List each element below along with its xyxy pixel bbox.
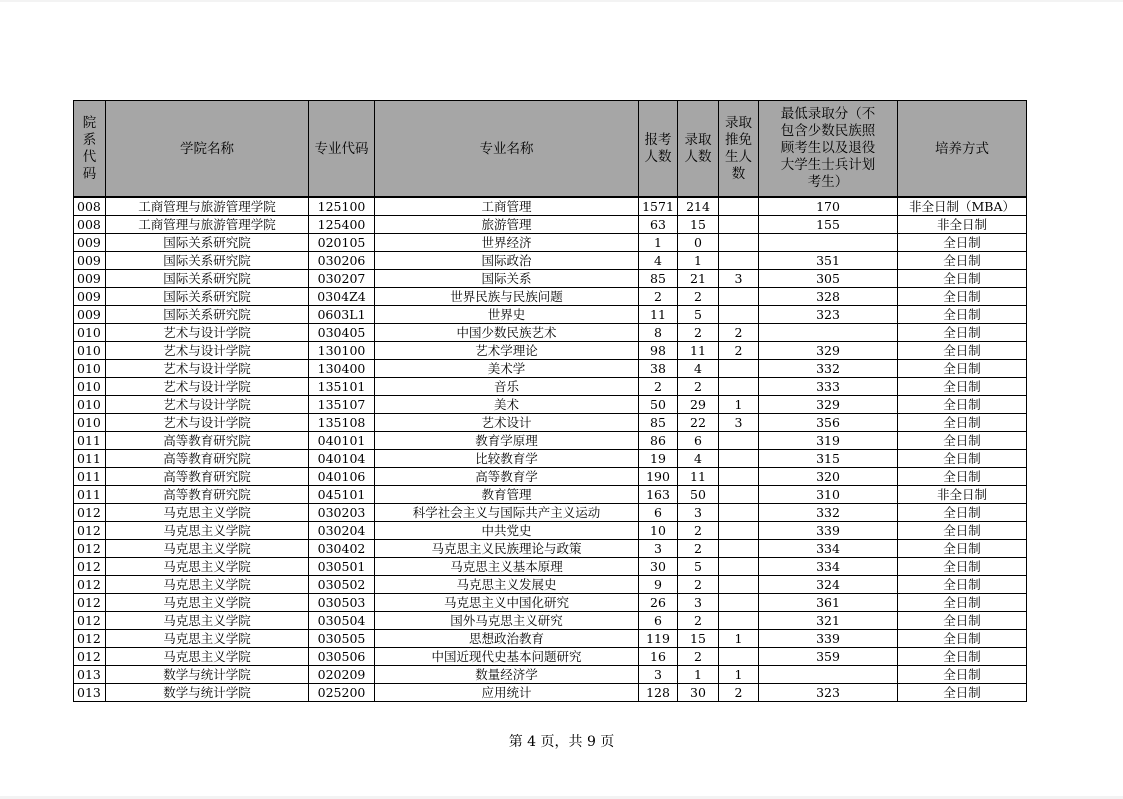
cell-major: 中共党史 — [375, 522, 639, 540]
cell-exempt — [719, 558, 759, 576]
cell-applicants: 63 — [639, 216, 678, 234]
cell-min-score: 329 — [759, 342, 898, 360]
cell-mode: 全日制 — [898, 378, 1027, 396]
header-college: 学院名称 — [106, 101, 309, 198]
cell-admitted: 2 — [678, 648, 719, 666]
cell-admitted: 5 — [678, 558, 719, 576]
cell-major: 教育管理 — [375, 486, 639, 504]
cell-major-code: 030506 — [309, 648, 375, 666]
table-row — [74, 468, 1027, 486]
cell-applicants: 38 — [639, 360, 678, 378]
cell-college: 数学与统计学院 — [106, 684, 309, 702]
cell-admitted: 30 — [678, 684, 719, 702]
table-row — [74, 594, 1027, 612]
cell-applicants: 16 — [639, 648, 678, 666]
cell-exempt: 3 — [719, 270, 759, 288]
cell-major-code: 025200 — [309, 684, 375, 702]
cell-major: 马克思主义发展史 — [375, 576, 639, 594]
cell-admitted: 2 — [678, 540, 719, 558]
cell-major: 国际政治 — [375, 252, 639, 270]
cell-major-code: 030203 — [309, 504, 375, 522]
cell-dept-code: 010 — [74, 360, 106, 378]
cell-applicants: 2 — [639, 378, 678, 396]
cell-major-code: 030405 — [309, 324, 375, 342]
cell-applicants: 163 — [639, 486, 678, 504]
cell-dept-code: 010 — [74, 396, 106, 414]
cell-dept-code: 013 — [74, 684, 106, 702]
cell-exempt — [719, 522, 759, 540]
cell-exempt: 1 — [719, 396, 759, 414]
cell-admitted: 2 — [678, 522, 719, 540]
table-row — [74, 432, 1027, 450]
cell-applicants: 2 — [639, 288, 678, 306]
cell-dept-code: 012 — [74, 540, 106, 558]
cell-exempt — [719, 486, 759, 504]
cell-major-code: 125100 — [309, 197, 375, 216]
cell-mode: 非全日制 — [898, 216, 1027, 234]
cell-college: 工商管理与旅游管理学院 — [106, 197, 309, 216]
cell-major: 世界经济 — [375, 234, 639, 252]
cell-dept-code: 012 — [74, 612, 106, 630]
table-row — [74, 252, 1027, 270]
cell-major-code: 130400 — [309, 360, 375, 378]
cell-college: 艺术与设计学院 — [106, 342, 309, 360]
cell-dept-code: 013 — [74, 666, 106, 684]
cell-applicants: 128 — [639, 684, 678, 702]
cell-exempt — [719, 197, 759, 216]
cell-exempt — [719, 432, 759, 450]
cell-mode: 全日制 — [898, 324, 1027, 342]
cell-admitted: 2 — [678, 612, 719, 630]
cell-major-code: 045101 — [309, 486, 375, 504]
cell-college: 国际关系研究院 — [106, 288, 309, 306]
cell-major: 应用统计 — [375, 684, 639, 702]
cell-applicants: 9 — [639, 576, 678, 594]
cell-admitted: 21 — [678, 270, 719, 288]
cell-college: 马克思主义学院 — [106, 540, 309, 558]
cell-exempt — [719, 594, 759, 612]
table-row — [74, 486, 1027, 504]
table-row — [74, 576, 1027, 594]
table-row — [74, 270, 1027, 288]
cell-exempt — [719, 378, 759, 396]
cell-admitted: 11 — [678, 342, 719, 360]
cell-major: 艺术设计 — [375, 414, 639, 432]
cell-applicants: 6 — [639, 612, 678, 630]
cell-college: 国际关系研究院 — [106, 306, 309, 324]
cell-min-score: 333 — [759, 378, 898, 396]
cell-dept-code: 012 — [74, 522, 106, 540]
cell-mode: 全日制 — [898, 558, 1027, 576]
table-row — [74, 612, 1027, 630]
cell-major: 世界民族与民族问题 — [375, 288, 639, 306]
cell-dept-code: 009 — [74, 252, 106, 270]
cell-college: 马克思主义学院 — [106, 594, 309, 612]
cell-major-code: 125400 — [309, 216, 375, 234]
table-row — [74, 288, 1027, 306]
cell-major-code: 020209 — [309, 666, 375, 684]
cell-college: 马克思主义学院 — [106, 558, 309, 576]
cell-college: 艺术与设计学院 — [106, 360, 309, 378]
cell-dept-code: 010 — [74, 378, 106, 396]
cell-admitted: 3 — [678, 504, 719, 522]
cell-mode: 全日制 — [898, 630, 1027, 648]
cell-major-code: 030402 — [309, 540, 375, 558]
cell-college: 工商管理与旅游管理学院 — [106, 216, 309, 234]
cell-min-score: 356 — [759, 414, 898, 432]
cell-admitted: 15 — [678, 630, 719, 648]
cell-major: 美术学 — [375, 360, 639, 378]
cell-major-code: 0304Z4 — [309, 288, 375, 306]
cell-admitted: 3 — [678, 594, 719, 612]
cell-major: 音乐 — [375, 378, 639, 396]
header-admitted: 录取 人数 — [678, 101, 719, 198]
cell-mode: 全日制 — [898, 306, 1027, 324]
cell-major-code: 030501 — [309, 558, 375, 576]
cell-min-score: 351 — [759, 252, 898, 270]
cell-mode: 全日制 — [898, 414, 1027, 432]
cell-exempt — [719, 216, 759, 234]
cell-dept-code: 012 — [74, 630, 106, 648]
table-row — [74, 648, 1027, 666]
cell-major-code: 020105 — [309, 234, 375, 252]
cell-min-score: 329 — [759, 396, 898, 414]
cell-exempt — [719, 648, 759, 666]
cell-dept-code: 009 — [74, 234, 106, 252]
cell-major: 艺术学理论 — [375, 342, 639, 360]
cell-major-code: 0603L1 — [309, 306, 375, 324]
table-row — [74, 197, 1027, 216]
cell-exempt — [719, 306, 759, 324]
cell-applicants: 190 — [639, 468, 678, 486]
cell-min-score: 359 — [759, 648, 898, 666]
cell-major: 思想政治教育 — [375, 630, 639, 648]
cell-major: 马克思主义民族理论与政策 — [375, 540, 639, 558]
cell-admitted: 0 — [678, 234, 719, 252]
cell-min-score: 323 — [759, 306, 898, 324]
cell-dept-code: 012 — [74, 504, 106, 522]
cell-exempt: 1 — [719, 630, 759, 648]
header-major: 专业名称 — [375, 101, 639, 198]
cell-min-score: 328 — [759, 288, 898, 306]
cell-college: 艺术与设计学院 — [106, 396, 309, 414]
cell-dept-code: 012 — [74, 558, 106, 576]
cell-applicants: 1571 — [639, 197, 678, 216]
cell-applicants: 4 — [639, 252, 678, 270]
cell-exempt: 2 — [719, 324, 759, 342]
table-row — [74, 378, 1027, 396]
cell-major-code: 030505 — [309, 630, 375, 648]
table-row — [74, 414, 1027, 432]
cell-min-score: 170 — [759, 197, 898, 216]
cell-min-score: 361 — [759, 594, 898, 612]
cell-major-code: 030206 — [309, 252, 375, 270]
cell-applicants: 3 — [639, 540, 678, 558]
cell-applicants: 119 — [639, 630, 678, 648]
table-row — [74, 234, 1027, 252]
cell-admitted: 6 — [678, 432, 719, 450]
cell-mode: 全日制 — [898, 612, 1027, 630]
cell-admitted: 22 — [678, 414, 719, 432]
cell-mode: 全日制 — [898, 684, 1027, 702]
cell-min-score: 323 — [759, 684, 898, 702]
cell-dept-code: 008 — [74, 197, 106, 216]
cell-mode: 全日制 — [898, 576, 1027, 594]
cell-exempt: 1 — [719, 666, 759, 684]
cell-mode: 全日制 — [898, 468, 1027, 486]
cell-applicants: 19 — [639, 450, 678, 468]
cell-dept-code: 012 — [74, 576, 106, 594]
admission-table — [73, 100, 1027, 702]
cell-major: 高等教育学 — [375, 468, 639, 486]
cell-min-score: 332 — [759, 504, 898, 522]
cell-dept-code: 010 — [74, 414, 106, 432]
cell-college: 国际关系研究院 — [106, 234, 309, 252]
document-page — [0, 2, 1123, 796]
cell-major: 数量经济学 — [375, 666, 639, 684]
cell-major-code: 135107 — [309, 396, 375, 414]
cell-min-score: 324 — [759, 576, 898, 594]
cell-college: 艺术与设计学院 — [106, 324, 309, 342]
cell-admitted: 2 — [678, 288, 719, 306]
cell-admitted: 1 — [678, 252, 719, 270]
cell-min-score: 321 — [759, 612, 898, 630]
header-min-score: 最低录取分（不 包含少数民族照 顾考生以及退役 大学生士兵计划 考生） — [759, 101, 898, 198]
cell-major: 中国少数民族艺术 — [375, 324, 639, 342]
cell-major-code: 040104 — [309, 450, 375, 468]
cell-major: 科学社会主义与国际共产主义运动 — [375, 504, 639, 522]
cell-dept-code: 010 — [74, 342, 106, 360]
cell-min-score: 334 — [759, 540, 898, 558]
cell-major: 旅游管理 — [375, 216, 639, 234]
cell-mode: 非全日制 — [898, 486, 1027, 504]
cell-applicants: 86 — [639, 432, 678, 450]
cell-dept-code: 008 — [74, 216, 106, 234]
cell-major: 马克思主义中国化研究 — [375, 594, 639, 612]
cell-major-code: 030502 — [309, 576, 375, 594]
cell-exempt — [719, 360, 759, 378]
cell-major-code: 030504 — [309, 612, 375, 630]
cell-major: 教育学原理 — [375, 432, 639, 450]
cell-major-code: 030207 — [309, 270, 375, 288]
cell-applicants: 11 — [639, 306, 678, 324]
cell-applicants: 26 — [639, 594, 678, 612]
cell-major: 马克思主义基本原理 — [375, 558, 639, 576]
cell-dept-code: 012 — [74, 594, 106, 612]
cell-major: 国外马克思主义研究 — [375, 612, 639, 630]
cell-admitted: 2 — [678, 378, 719, 396]
cell-min-score: 320 — [759, 468, 898, 486]
cell-college: 国际关系研究院 — [106, 270, 309, 288]
cell-major-code: 130100 — [309, 342, 375, 360]
cell-mode: 全日制 — [898, 396, 1027, 414]
cell-applicants: 8 — [639, 324, 678, 342]
cell-min-score: 339 — [759, 630, 898, 648]
cell-admitted: 5 — [678, 306, 719, 324]
table-row — [74, 504, 1027, 522]
cell-dept-code: 009 — [74, 306, 106, 324]
table-row — [74, 450, 1027, 468]
table-row — [74, 342, 1027, 360]
cell-major-code: 040101 — [309, 432, 375, 450]
cell-dept-code: 011 — [74, 486, 106, 504]
cell-dept-code: 011 — [74, 432, 106, 450]
cell-min-score: 315 — [759, 450, 898, 468]
cell-major: 国际关系 — [375, 270, 639, 288]
cell-applicants: 10 — [639, 522, 678, 540]
cell-mode: 全日制 — [898, 342, 1027, 360]
cell-college: 马克思主义学院 — [106, 648, 309, 666]
header-exempt: 录取 推免 生人 数 — [719, 101, 759, 198]
cell-min-score — [759, 324, 898, 342]
cell-mode: 全日制 — [898, 234, 1027, 252]
table-row — [74, 216, 1027, 234]
cell-mode: 全日制 — [898, 432, 1027, 450]
cell-admitted: 15 — [678, 216, 719, 234]
cell-admitted: 4 — [678, 450, 719, 468]
cell-min-score: 334 — [759, 558, 898, 576]
header-dept-code: 院 系 代 码 — [74, 101, 106, 198]
cell-college: 马克思主义学院 — [106, 630, 309, 648]
cell-exempt — [719, 468, 759, 486]
cell-admitted: 50 — [678, 486, 719, 504]
cell-admitted: 2 — [678, 324, 719, 342]
cell-major: 比较教育学 — [375, 450, 639, 468]
cell-mode: 全日制 — [898, 648, 1027, 666]
cell-exempt — [719, 576, 759, 594]
cell-admitted: 214 — [678, 197, 719, 216]
cell-college: 马克思主义学院 — [106, 504, 309, 522]
cell-mode: 全日制 — [898, 360, 1027, 378]
cell-major: 工商管理 — [375, 197, 639, 216]
cell-applicants: 85 — [639, 414, 678, 432]
cell-major-code: 135101 — [309, 378, 375, 396]
table-row — [74, 684, 1027, 702]
cell-admitted: 11 — [678, 468, 719, 486]
cell-major: 美术 — [375, 396, 639, 414]
table-row — [74, 396, 1027, 414]
cell-college: 艺术与设计学院 — [106, 378, 309, 396]
cell-mode: 全日制 — [898, 594, 1027, 612]
cell-admitted: 4 — [678, 360, 719, 378]
cell-min-score: 310 — [759, 486, 898, 504]
cell-applicants: 1 — [639, 234, 678, 252]
cell-exempt — [719, 288, 759, 306]
cell-exempt: 2 — [719, 684, 759, 702]
cell-admitted: 29 — [678, 396, 719, 414]
cell-dept-code: 011 — [74, 450, 106, 468]
cell-college: 高等教育研究院 — [106, 468, 309, 486]
cell-dept-code: 012 — [74, 648, 106, 666]
cell-mode: 全日制 — [898, 270, 1027, 288]
cell-applicants: 6 — [639, 504, 678, 522]
header-major-code: 专业代码 — [309, 101, 375, 198]
cell-exempt: 2 — [719, 342, 759, 360]
cell-min-score: 155 — [759, 216, 898, 234]
table-row — [74, 324, 1027, 342]
cell-mode: 全日制 — [898, 450, 1027, 468]
cell-college: 高等教育研究院 — [106, 486, 309, 504]
cell-min-score — [759, 234, 898, 252]
cell-exempt: 3 — [719, 414, 759, 432]
cell-exempt — [719, 450, 759, 468]
cell-college: 艺术与设计学院 — [106, 414, 309, 432]
cell-mode: 全日制 — [898, 504, 1027, 522]
cell-major-code: 030204 — [309, 522, 375, 540]
cell-major-code: 030503 — [309, 594, 375, 612]
cell-dept-code: 010 — [74, 324, 106, 342]
table-row — [74, 522, 1027, 540]
cell-min-score — [759, 666, 898, 684]
header-mode: 培养方式 — [898, 101, 1027, 198]
cell-mode: 全日制 — [898, 522, 1027, 540]
cell-dept-code: 011 — [74, 468, 106, 486]
cell-exempt — [719, 234, 759, 252]
cell-major: 世界史 — [375, 306, 639, 324]
cell-college: 马克思主义学院 — [106, 576, 309, 594]
cell-applicants: 85 — [639, 270, 678, 288]
cell-exempt — [719, 612, 759, 630]
table-row — [74, 630, 1027, 648]
cell-mode: 全日制 — [898, 666, 1027, 684]
page-number: 第 4 页，共 9 页 — [508, 734, 615, 750]
cell-college: 马克思主义学院 — [106, 522, 309, 540]
table-row — [74, 558, 1027, 576]
cell-exempt — [719, 252, 759, 270]
table-row — [74, 306, 1027, 324]
cell-major: 中国近现代史基本问题研究 — [375, 648, 639, 666]
table-row — [74, 360, 1027, 378]
cell-exempt — [719, 540, 759, 558]
cell-college: 高等教育研究院 — [106, 432, 309, 450]
cell-min-score: 305 — [759, 270, 898, 288]
cell-major-code: 135108 — [309, 414, 375, 432]
table-body — [74, 197, 1027, 702]
cell-mode: 全日制 — [898, 540, 1027, 558]
table-row — [74, 666, 1027, 684]
cell-exempt — [719, 504, 759, 522]
cell-admitted: 2 — [678, 576, 719, 594]
table-header-row — [74, 101, 1027, 198]
cell-mode: 全日制 — [898, 252, 1027, 270]
cell-college: 国际关系研究院 — [106, 252, 309, 270]
cell-min-score: 339 — [759, 522, 898, 540]
cell-dept-code: 009 — [74, 288, 106, 306]
cell-admitted: 1 — [678, 666, 719, 684]
table-row — [74, 540, 1027, 558]
cell-mode: 非全日制（MBA） — [898, 197, 1027, 216]
cell-min-score: 332 — [759, 360, 898, 378]
cell-college: 高等教育研究院 — [106, 450, 309, 468]
cell-applicants: 30 — [639, 558, 678, 576]
cell-applicants: 98 — [639, 342, 678, 360]
header-applicants: 报考 人数 — [639, 101, 678, 198]
cell-college: 数学与统计学院 — [106, 666, 309, 684]
cell-applicants: 50 — [639, 396, 678, 414]
cell-mode: 全日制 — [898, 288, 1027, 306]
cell-min-score: 319 — [759, 432, 898, 450]
cell-college: 马克思主义学院 — [106, 612, 309, 630]
cell-applicants: 3 — [639, 666, 678, 684]
cell-major-code: 040106 — [309, 468, 375, 486]
cell-dept-code: 009 — [74, 270, 106, 288]
